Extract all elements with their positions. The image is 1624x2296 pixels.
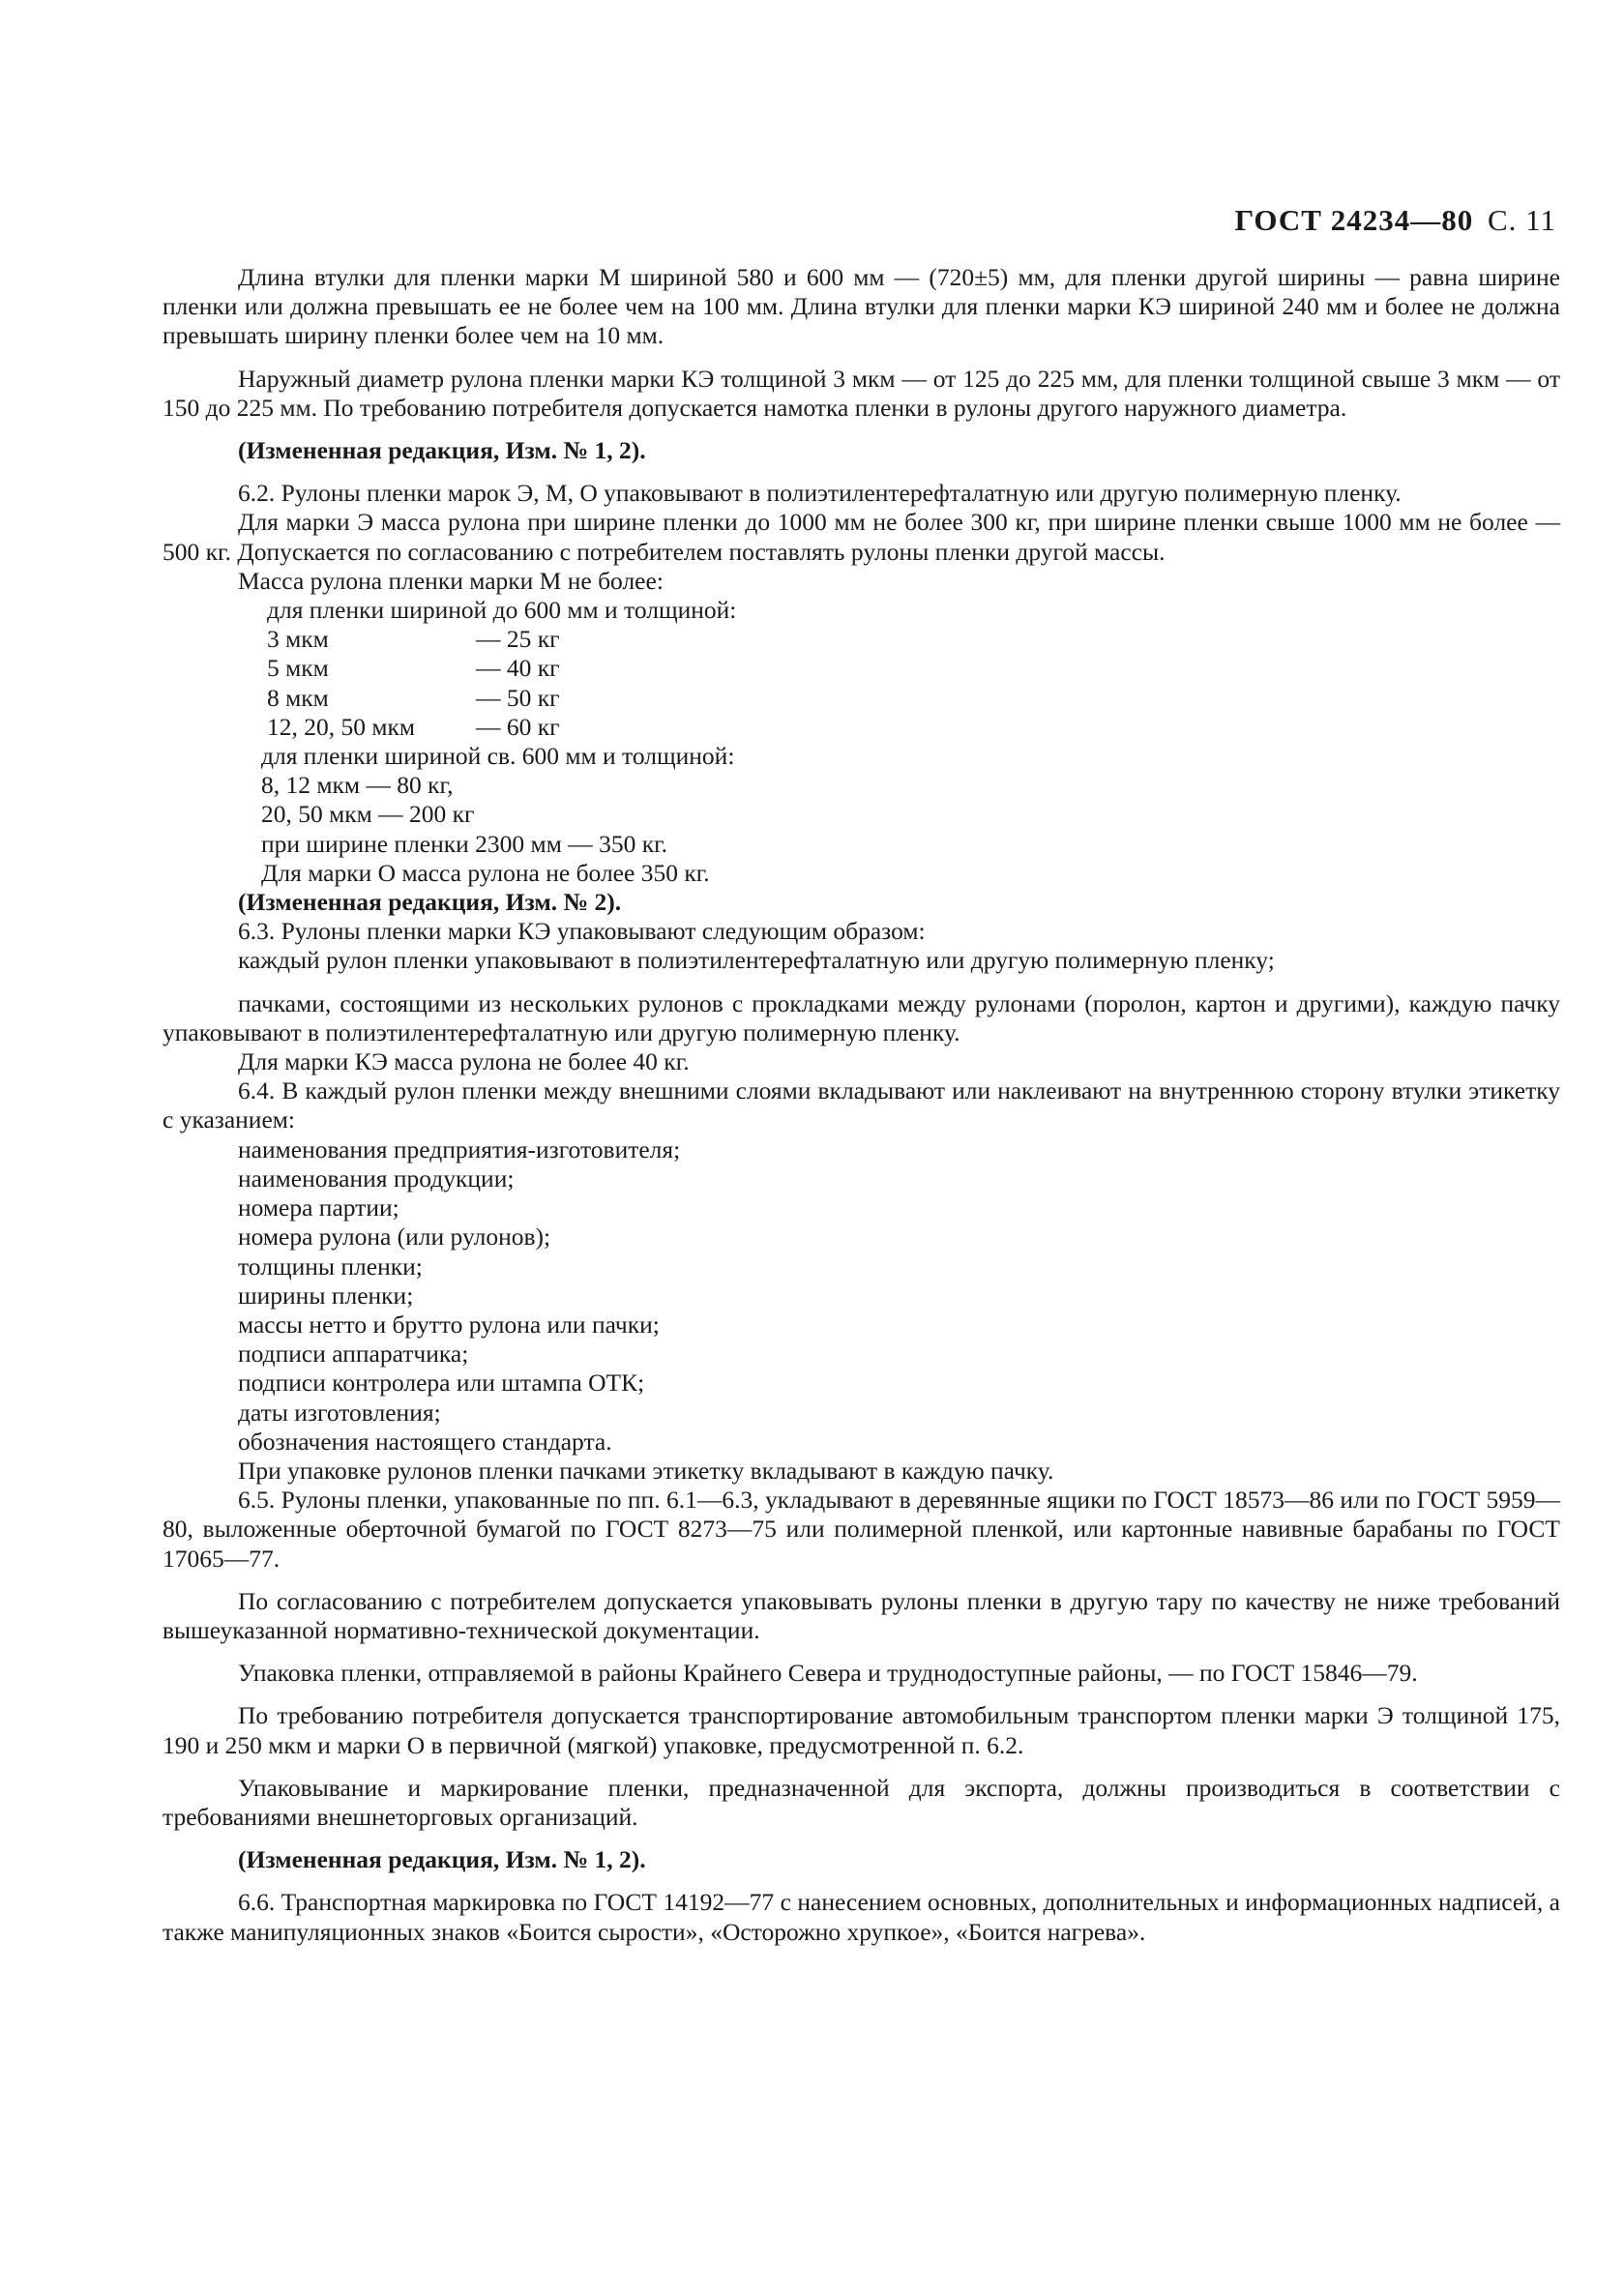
list-item: подписи аппаратчика; <box>238 1339 469 1369</box>
mass-table <box>162 625 1560 742</box>
paragraph: для пленки шириной св. 600 мм и толщиной: <box>261 742 735 771</box>
page-header <box>1234 203 1556 238</box>
document-body <box>162 263 1560 1947</box>
list-item: подписи контролера или штампа ОТК; <box>238 1369 645 1398</box>
paragraph: 6.6. Транспортная маркировка по ГОСТ 14192—77 с нанесением основных, дополнительных и информационных надписей, а также манипуляционных знаков «Боится сырости», «Осторожно хрупкое», «Боится нагрева». <box>162 1888 1560 1946</box>
list-item: ширины пленки; <box>238 1280 414 1310</box>
paragraph: По требованию потребителя допускается транспортирование автомобильным транспортом пленки марки Э толщиной 175, 190 и 250 мкм и марки О в первичной (мягкой) упаковке, предусмотренной п. 6.2. <box>162 1701 1560 1759</box>
table-row <box>162 654 1560 683</box>
list-item: наименования продукции; <box>238 1163 515 1192</box>
paragraph: По согласованию с потребителем допускается упаковывать рулоны пленки в другую тару по качеству не ниже требований вышеуказанной нормативно-технической документации. <box>162 1586 1560 1644</box>
paragraph: 6.3. Рулоны пленки марки КЭ упаковывают следующим образом: <box>238 917 926 946</box>
paragraph: 6.2. Рулоны пленки марок Э, М, О упаковывают в полиэтилентерефталатную или другую полимерную пленку. <box>238 479 1402 508</box>
list-item: даты изготовления; <box>238 1398 441 1427</box>
thickness-cell: 5 мкм <box>267 654 329 683</box>
list-item: массы нетто и брутто рулона или пачки; <box>238 1310 660 1339</box>
paragraph: Наружный диаметр рулона пленки марки КЭ толщиной 3 мкм — от 125 до 225 мм, для пленки толщиной свыше 3 мкм — от 150 до 225 мм. По требованию потребителя допускается намотка пленки в рулоны другого наружного диаметра. <box>162 364 1560 422</box>
paragraph: 6.5. Рулоны пленки, упакованные по пп. 6.1—6.3, укладывают в деревянные ящики по ГОСТ 18573—86 или по ГОСТ 5959—80, выложенные оберточной бумагой по ГОСТ 8273—75 или полимерной пленкой, или картонные навивные барабаны по ГОСТ 17065—77. <box>162 1486 1560 1573</box>
paragraph: Масса рулона пленки марки М не более: <box>238 566 664 595</box>
table-row <box>162 713 1560 742</box>
label-items-list <box>162 1135 1560 1457</box>
paragraph: 8, 12 мкм — 80 кг, <box>261 771 454 800</box>
paragraph: пачками, состоящими из нескольких рулонов с прокладками между рулонами (поролон, картон и другими), каждую пачку упаковывают в полиэтилентерефталатную или другую полимерную пленку. <box>162 988 1560 1046</box>
thickness-cell: 3 мкм <box>267 625 329 654</box>
thickness-cell: 12, 20, 50 мкм <box>267 712 416 741</box>
table-row <box>162 684 1560 713</box>
paragraph: Упаковка пленки, отправляемой в районы Крайнего Севера и труднодоступные районы, — по ГОСТ 15846—79. <box>238 1659 1418 1688</box>
paragraph: Для марки Э масса рулона при ширине пленки до 1000 мм не более 300 кг, при ширине пленки свыше 1000 мм не более — 500 кг. Допускается по согласованию с потребителем поставлять рулоны пленки другой массы. <box>162 508 1560 566</box>
page-number: С. 11 <box>1487 203 1556 237</box>
mass-cell: — 60 кг <box>476 712 560 741</box>
paragraph: каждый рулон пленки упаковывают в полиэтилентерефталатную или другую полимерную пленку; <box>238 946 1275 975</box>
paragraph: Длина втулки для пленки марки М шириной 580 и 600 мм — (720±5) мм, для пленки другой ширины — равна ширине пленки или должна превышать ее не более чем на 100 мм. Длина втулки для пленки марки КЭ шириной 240 мм и более не должна превышать ширину пленки более чем на 10 мм. <box>162 263 1560 350</box>
table-row <box>162 625 1560 654</box>
mass-cell: — 25 кг <box>476 625 560 654</box>
mass-cell: — 40 кг <box>476 654 560 683</box>
list-item: номера партии; <box>238 1193 399 1222</box>
paragraph: 6.4. В каждый рулон пленки между внешними слоями вкладывают или наклеивают на внутреннюю сторону втулки этикетку с указанием: <box>162 1076 1560 1134</box>
paragraph: при ширине пленки 2300 мм — 350 кг. <box>261 829 668 858</box>
list-item: номера рулона (или рулонов); <box>238 1222 551 1251</box>
paragraph: При упаковке рулонов пленки пачками этикетку вкладывают в каждую пачку. <box>238 1456 1054 1485</box>
list-item: наименования предприятия-изготовителя; <box>238 1134 681 1163</box>
list-item: толщины пленки; <box>238 1251 423 1280</box>
paragraph: Для марки О масса рулона не более 350 кг. <box>261 858 710 887</box>
mass-cell: — 50 кг <box>476 683 560 712</box>
paragraph: для пленки шириной до 600 мм и толщиной: <box>267 596 737 625</box>
paragraph: 20, 50 мкм — 200 кг <box>261 800 475 829</box>
gost-number: ГОСТ 24234—80 <box>1234 203 1474 237</box>
amendment-note: (Измененная редакция, Изм. № 1, 2). <box>238 1845 646 1874</box>
paragraph: Для марки КЭ масса рулона не более 40 кг. <box>238 1047 690 1076</box>
thickness-cell: 8 мкм <box>267 683 329 712</box>
list-item: обозначения настоящего стандарта. <box>238 1427 612 1456</box>
amendment-note: (Измененная редакция, Изм. № 1, 2). <box>238 436 646 465</box>
amendment-note: (Измененная редакция, Изм. № 2). <box>238 888 622 917</box>
paragraph: Упаковывание и маркирование пленки, предназначенной для экспорта, должны производиться в соответствии с требованиями внешнеторговых организаций. <box>162 1773 1560 1831</box>
